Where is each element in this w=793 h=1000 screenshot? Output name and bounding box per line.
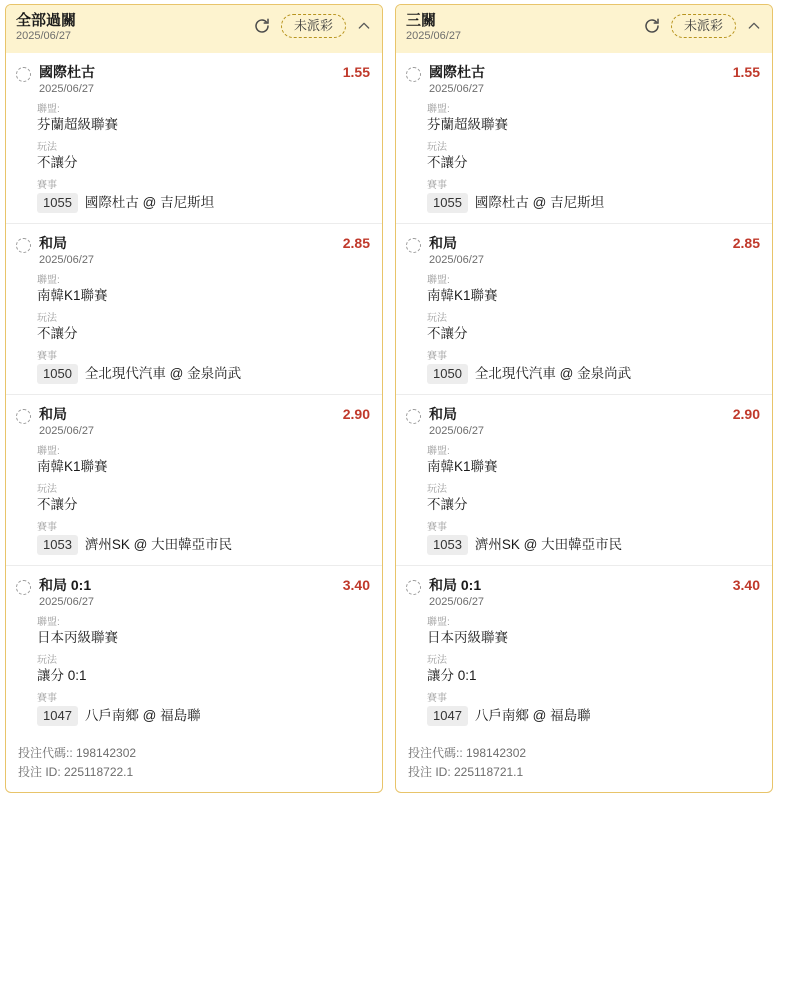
event-name: 濟州SK @ 大田韓亞市民 [84,537,233,552]
leg-headline [429,406,719,438]
market-value: 不讓分 [37,155,78,170]
leg-date: 2025/06/27 [429,254,485,266]
leg-odds: 2.90 [732,406,760,422]
market-field [427,313,760,342]
leg-item[interactable] [6,224,382,395]
leg-header [16,577,370,609]
event-field [37,522,370,555]
market-field [427,655,760,684]
market-field [37,142,370,171]
leg-item[interactable] [396,395,772,566]
leg-fields [427,617,760,726]
event-label: 賽事 [37,693,57,704]
market-label: 玩法 [37,484,57,495]
event-label: 賽事 [37,522,57,533]
leg-pick: 國際杜古 [39,64,95,80]
league-field [427,104,760,133]
market-value: 讓分 0:1 [427,668,477,683]
market-field [37,655,370,684]
league-label: 聯盟: [37,275,60,286]
ticket-legs [6,53,382,736]
market-value: 不讓分 [427,155,468,170]
league-value: 日本丙級聯賽 [37,630,118,645]
league-label: 聯盟: [37,446,60,457]
bet-id: 投注 ID: 225118721.1 [408,765,524,779]
event-label: 賽事 [427,693,447,704]
league-field [427,617,760,646]
event-row [37,706,370,726]
leg-odds: 3.40 [732,577,760,593]
leg-pick: 和局 0:1 [39,577,92,593]
ticket-date: 2025/06/27 [406,30,462,42]
leg-headline [429,235,719,267]
leg-fields [427,446,760,555]
leg-date: 2025/06/27 [429,83,485,95]
leg-item[interactable] [6,53,382,224]
ticket-title: 全部過關 [16,12,77,29]
leg-header [406,406,760,438]
event-row [37,364,370,384]
chevron-up-icon[interactable] [746,18,762,34]
bet-ticket [395,4,773,793]
leg-item[interactable] [6,395,382,566]
leg-headline [39,64,329,96]
market-field [37,313,370,342]
status-badge: 未派彩 [281,14,346,38]
ticket-header-left [16,12,76,43]
leg-radio-icon[interactable] [406,238,421,253]
leg-item[interactable] [396,566,772,736]
leg-headline [429,64,719,96]
leg-header [406,235,760,267]
leg-headline [39,577,329,609]
market-label: 玩法 [37,655,57,666]
event-label: 賽事 [37,351,57,362]
leg-item[interactable] [6,566,382,736]
event-name: 八戶南鄉 @ 福島聯 [474,708,591,723]
event-name: 濟州SK @ 大田韓亞市民 [474,537,623,552]
event-field [427,351,760,384]
event-row [427,706,760,726]
leg-radio-icon[interactable] [16,238,31,253]
leg-radio-icon[interactable] [406,67,421,82]
leg-fields [37,446,370,555]
leg-headline [39,235,329,267]
leg-date: 2025/06/27 [429,425,485,437]
league-label: 聯盟: [427,446,450,457]
league-value: 芬蘭超級聯賽 [37,117,118,132]
league-label: 聯盟: [427,275,450,286]
event-code: 1050 [427,364,468,384]
bet-code: 投注代碼:: 198142302 [408,746,527,760]
league-value: 日本丙級聯賽 [427,630,508,645]
leg-odds: 1.55 [732,64,760,80]
leg-headline [429,577,719,609]
event-label: 賽事 [37,180,57,191]
ticket-header-left [406,12,461,43]
leg-radio-icon[interactable] [16,409,31,424]
refresh-icon[interactable] [253,17,271,35]
event-field [427,693,760,726]
market-label: 玩法 [37,313,57,324]
event-field [37,693,370,726]
leg-item[interactable] [396,224,772,395]
event-field [427,180,760,213]
event-code: 1055 [427,193,468,213]
leg-date: 2025/06/27 [39,83,95,95]
event-name: 國際杜古 @ 吉尼斯坦 [474,195,605,210]
leg-fields [427,104,760,213]
league-field [427,275,760,304]
leg-date: 2025/06/27 [39,596,95,608]
market-label: 玩法 [427,484,447,495]
leg-fields [37,275,370,384]
league-field [37,617,370,646]
bet-code: 投注代碼:: 198142302 [18,746,137,760]
market-field [37,484,370,513]
leg-pick: 和局 [429,235,457,251]
leg-radio-icon[interactable] [406,409,421,424]
market-value: 不讓分 [37,497,78,512]
leg-headline [39,406,329,438]
ticket-date: 2025/06/27 [16,30,72,42]
ticket-legs [396,53,772,736]
leg-date: 2025/06/27 [39,425,95,437]
league-value: 南韓K1聯賽 [37,459,108,474]
league-label: 聯盟: [427,104,450,115]
ticket-footer [6,736,382,792]
leg-pick: 和局 [39,235,67,251]
league-label: 聯盟: [37,617,60,628]
ticket-header[interactable] [396,5,772,53]
leg-odds: 2.85 [342,235,370,251]
market-value: 不讓分 [427,497,468,512]
event-label: 賽事 [427,351,447,362]
leg-fields [37,617,370,726]
league-value: 南韓K1聯賽 [427,288,498,303]
market-value: 不讓分 [37,326,78,341]
ticket-header-actions [643,12,762,38]
refresh-icon[interactable] [643,17,661,35]
league-value: 芬蘭超級聯賽 [427,117,508,132]
league-value: 南韓K1聯賽 [37,288,108,303]
event-code: 1047 [37,706,78,726]
leg-header [406,64,760,96]
leg-pick: 國際杜古 [429,64,485,80]
event-row [37,535,370,555]
leg-item[interactable] [396,53,772,224]
event-code: 1055 [37,193,78,213]
event-code: 1050 [37,364,78,384]
leg-date: 2025/06/27 [39,254,95,266]
league-label: 聯盟: [37,104,60,115]
bet-id: 投注 ID: 225118722.1 [18,765,134,779]
event-row [427,364,760,384]
leg-odds: 2.90 [342,406,370,422]
leg-date: 2025/06/27 [429,596,485,608]
market-label: 玩法 [427,655,447,666]
market-label: 玩法 [427,142,447,153]
leg-odds: 2.85 [732,235,760,251]
event-code: 1047 [427,706,468,726]
leg-radio-icon[interactable] [16,580,31,595]
leg-header [16,64,370,96]
event-name: 全北現代汽車 @ 金泉尚武 [474,366,632,381]
event-field [37,180,370,213]
market-label: 玩法 [37,142,57,153]
league-value: 南韓K1聯賽 [427,459,498,474]
event-row [427,193,760,213]
leg-header [406,577,760,609]
league-field [37,275,370,304]
league-label: 聯盟: [427,617,450,628]
status-badge: 未派彩 [671,14,736,38]
leg-odds: 3.40 [342,577,370,593]
leg-odds: 1.55 [342,64,370,80]
market-field [427,484,760,513]
event-code: 1053 [427,535,468,555]
leg-pick: 和局 [39,406,67,422]
leg-pick: 和局 0:1 [429,577,482,593]
leg-pick: 和局 [429,406,457,422]
event-label: 賽事 [427,180,447,191]
event-code: 1053 [37,535,78,555]
leg-header [16,406,370,438]
league-field [427,446,760,475]
event-label: 賽事 [427,522,447,533]
market-label: 玩法 [427,313,447,324]
ticket-title: 三關 [406,12,437,29]
event-row [427,535,760,555]
leg-header [16,235,370,267]
leg-radio-icon[interactable] [16,67,31,82]
market-value: 讓分 0:1 [37,668,87,683]
league-field [37,104,370,133]
league-field [37,446,370,475]
event-row [37,193,370,213]
market-field [427,142,760,171]
ticket-header-actions [253,12,372,38]
leg-fields [427,275,760,384]
ticket-footer [396,736,772,792]
event-field [37,351,370,384]
event-name: 國際杜古 @ 吉尼斯坦 [84,195,215,210]
leg-radio-icon[interactable] [406,580,421,595]
event-field [427,522,760,555]
event-name: 八戶南鄉 @ 福島聯 [84,708,201,723]
chevron-up-icon[interactable] [356,18,372,34]
market-value: 不讓分 [427,326,468,341]
leg-fields [37,104,370,213]
ticket-header[interactable] [6,5,382,53]
bet-ticket [5,4,383,793]
event-name: 全北現代汽車 @ 金泉尚武 [84,366,242,381]
